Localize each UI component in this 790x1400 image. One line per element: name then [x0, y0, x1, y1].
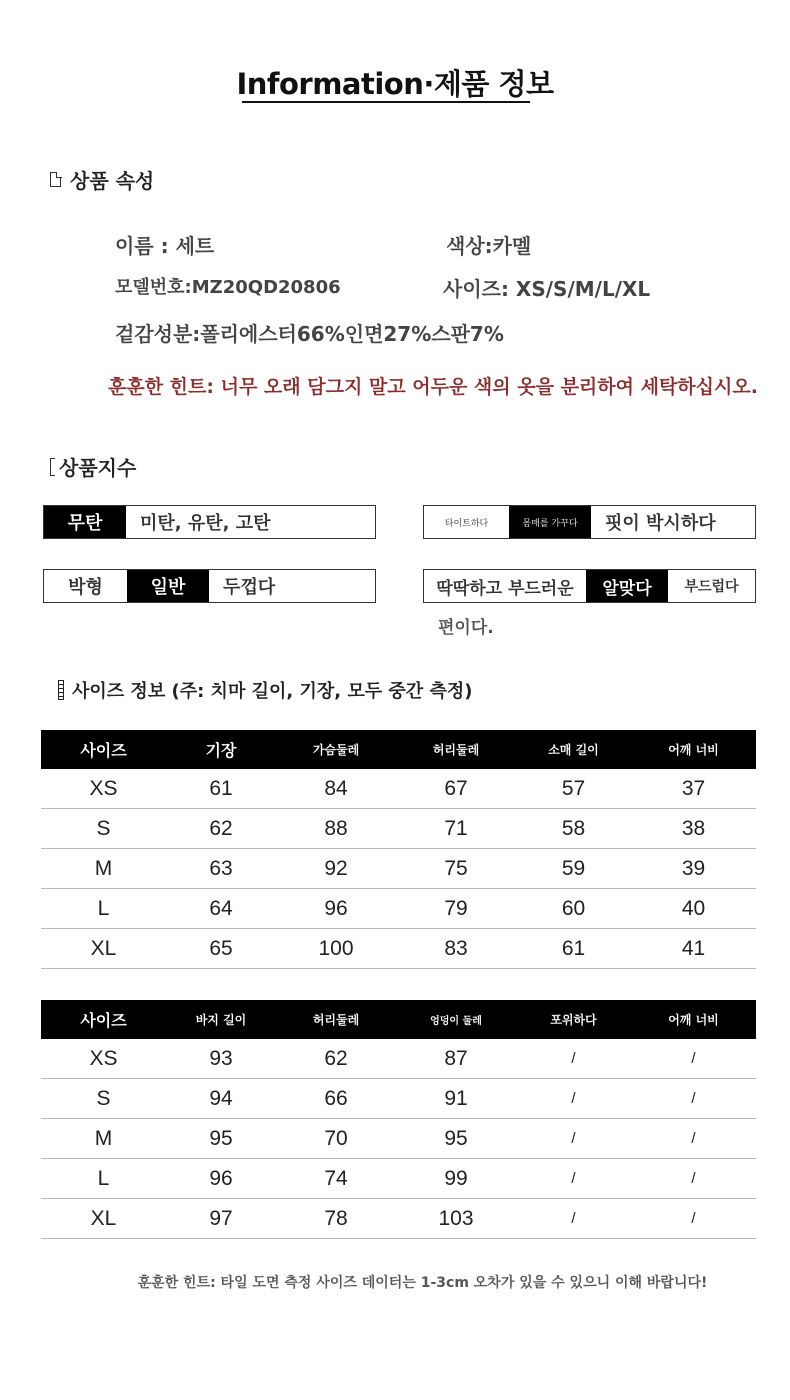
cell: /: [516, 1199, 631, 1239]
cell: 64: [166, 889, 276, 929]
cell: 84: [276, 769, 396, 809]
table-row: [41, 1159, 756, 1199]
thickness-thin: 박형: [68, 577, 103, 598]
table-row: [41, 1119, 756, 1159]
cell: /: [631, 1199, 756, 1239]
attr-material: 겉감성분:폴리에스터66%인면27%스판7%: [115, 322, 504, 346]
cell: 96: [166, 1159, 276, 1199]
softness-selected: 알맞다: [586, 570, 668, 602]
measurement-hint: 훈훈한 힌트: 타일 도면 측정 사이즈 데이터는 1-3cm 오차가 있을 수 있으니 이해 바랍니다!: [137, 1275, 708, 1291]
size-heading-label: 사이즈 정보 (주: 치마 길이, 기장, 모두 중간 측정): [72, 681, 473, 702]
softness-indicator: [423, 569, 756, 603]
cell: 65: [166, 929, 276, 969]
cell: 40: [631, 889, 756, 929]
cell: /: [516, 1039, 631, 1079]
table-header-row: [41, 730, 756, 769]
table-row: [41, 1199, 756, 1239]
stretch-indicator: [43, 505, 376, 539]
cell: 59: [516, 849, 631, 889]
col-header: 어깨 너비: [631, 730, 756, 769]
table-header-row: [41, 1000, 756, 1039]
document-icon: [50, 172, 61, 187]
col-header: 가슴둘레: [276, 730, 396, 769]
cell: S: [41, 1079, 166, 1119]
cell: 78: [276, 1199, 396, 1239]
col-header: 소매 길이: [516, 730, 631, 769]
cell: 37: [631, 769, 756, 809]
cell: 87: [396, 1039, 516, 1079]
cell: 67: [396, 769, 516, 809]
cell: L: [41, 1159, 166, 1199]
col-header: 포위하다: [516, 1000, 631, 1039]
page-title: Information·제품 정보: [236, 67, 554, 101]
cell: /: [631, 1159, 756, 1199]
cell: 97: [166, 1199, 276, 1239]
cell: XL: [41, 1199, 166, 1239]
stretch-selected: 무탄: [44, 506, 126, 538]
cell: 95: [396, 1119, 516, 1159]
cell: 57: [516, 769, 631, 809]
cell: M: [41, 849, 166, 889]
cell: 79: [396, 889, 516, 929]
thickness-selected: 일반: [127, 570, 209, 602]
cell: 83: [396, 929, 516, 969]
cell: 38: [631, 809, 756, 849]
cell: 61: [516, 929, 631, 969]
index-heading: [50, 452, 136, 481]
attr-color: 색상:카멜: [446, 234, 532, 258]
attributes-heading-label: 상품 속성: [70, 169, 155, 193]
size-table-top: [41, 730, 756, 969]
col-header: 허리둘레: [396, 730, 516, 769]
table-row: [41, 809, 756, 849]
cell: /: [516, 1159, 631, 1199]
table-row: [41, 769, 756, 809]
table-row: [41, 929, 756, 969]
fit-selected-text: 핏이 박시하다: [605, 513, 716, 534]
cell: S: [41, 809, 166, 849]
cell: /: [516, 1079, 631, 1119]
cell: 92: [276, 849, 396, 889]
fit-indicator: [423, 505, 756, 539]
fit-option-tight: 타이트하다: [444, 518, 489, 529]
attr-model: 모델번호:MZ20QD20806: [115, 277, 341, 298]
cell: 63: [166, 849, 276, 889]
cell: 62: [276, 1039, 396, 1079]
attr-sizes: 사이즈: XS/S/M/L/XL: [443, 277, 651, 301]
table-row: [41, 1079, 756, 1119]
col-header: 엉덩이 둘레: [396, 1000, 516, 1039]
cell: XS: [41, 769, 166, 809]
cell: XL: [41, 929, 166, 969]
softness-continuation: 편이다.: [438, 618, 494, 638]
size-table-bottom: [41, 1000, 756, 1239]
cell: 58: [516, 809, 631, 849]
ruler-icon: [58, 680, 64, 700]
col-header: 기장: [166, 730, 276, 769]
size-heading: [58, 677, 472, 703]
cell: M: [41, 1119, 166, 1159]
cell: XS: [41, 1039, 166, 1079]
cell: 99: [396, 1159, 516, 1199]
cell: /: [631, 1039, 756, 1079]
cell: 61: [166, 769, 276, 809]
thickness-indicator: [43, 569, 376, 603]
cell: 41: [631, 929, 756, 969]
softness-hard: 딱딱하고 부드러운: [436, 578, 574, 599]
table-row: [41, 849, 756, 889]
table-row: [41, 889, 756, 929]
cell: 71: [396, 809, 516, 849]
col-header: 바지 길이: [166, 1000, 276, 1039]
cell: 93: [166, 1039, 276, 1079]
cell: 94: [166, 1079, 276, 1119]
cell: 88: [276, 809, 396, 849]
cell: 75: [396, 849, 516, 889]
cell: 100: [276, 929, 396, 969]
thickness-thick: 두껍다: [223, 577, 276, 598]
bracket-icon: [50, 458, 55, 476]
cell: 66: [276, 1079, 396, 1119]
cell: 70: [276, 1119, 396, 1159]
cell: 39: [631, 849, 756, 889]
table-row: [41, 1039, 756, 1079]
softness-soft: 부드럽다: [684, 579, 739, 595]
cell: /: [516, 1119, 631, 1159]
cell: 95: [166, 1119, 276, 1159]
cell: 62: [166, 809, 276, 849]
care-hint: 훈훈한 힌트: 너무 오래 담그지 말고 어두운 색의 옷을 분리하여 세탁하십시오.: [108, 376, 758, 398]
cell: 96: [276, 889, 396, 929]
index-heading-label: 상품지수: [59, 456, 137, 480]
col-header: 허리둘레: [276, 1000, 396, 1039]
cell: 60: [516, 889, 631, 929]
cell: 74: [276, 1159, 396, 1199]
cell: /: [631, 1079, 756, 1119]
col-header: 사이즈: [41, 730, 166, 769]
col-header: 사이즈: [41, 1000, 166, 1039]
cell: L: [41, 889, 166, 929]
cell: /: [631, 1119, 756, 1159]
attributes-heading: [50, 165, 154, 194]
col-header: 어깨 너비: [631, 1000, 756, 1039]
title-underline: [242, 101, 530, 103]
attr-name: 이름 : 세트: [115, 234, 215, 258]
fit-option-shape: 몸매를 가꾸다: [509, 506, 591, 538]
cell: 91: [396, 1079, 516, 1119]
cell: 103: [396, 1199, 516, 1239]
stretch-options: 미탄, 유탄, 고탄: [140, 513, 271, 534]
